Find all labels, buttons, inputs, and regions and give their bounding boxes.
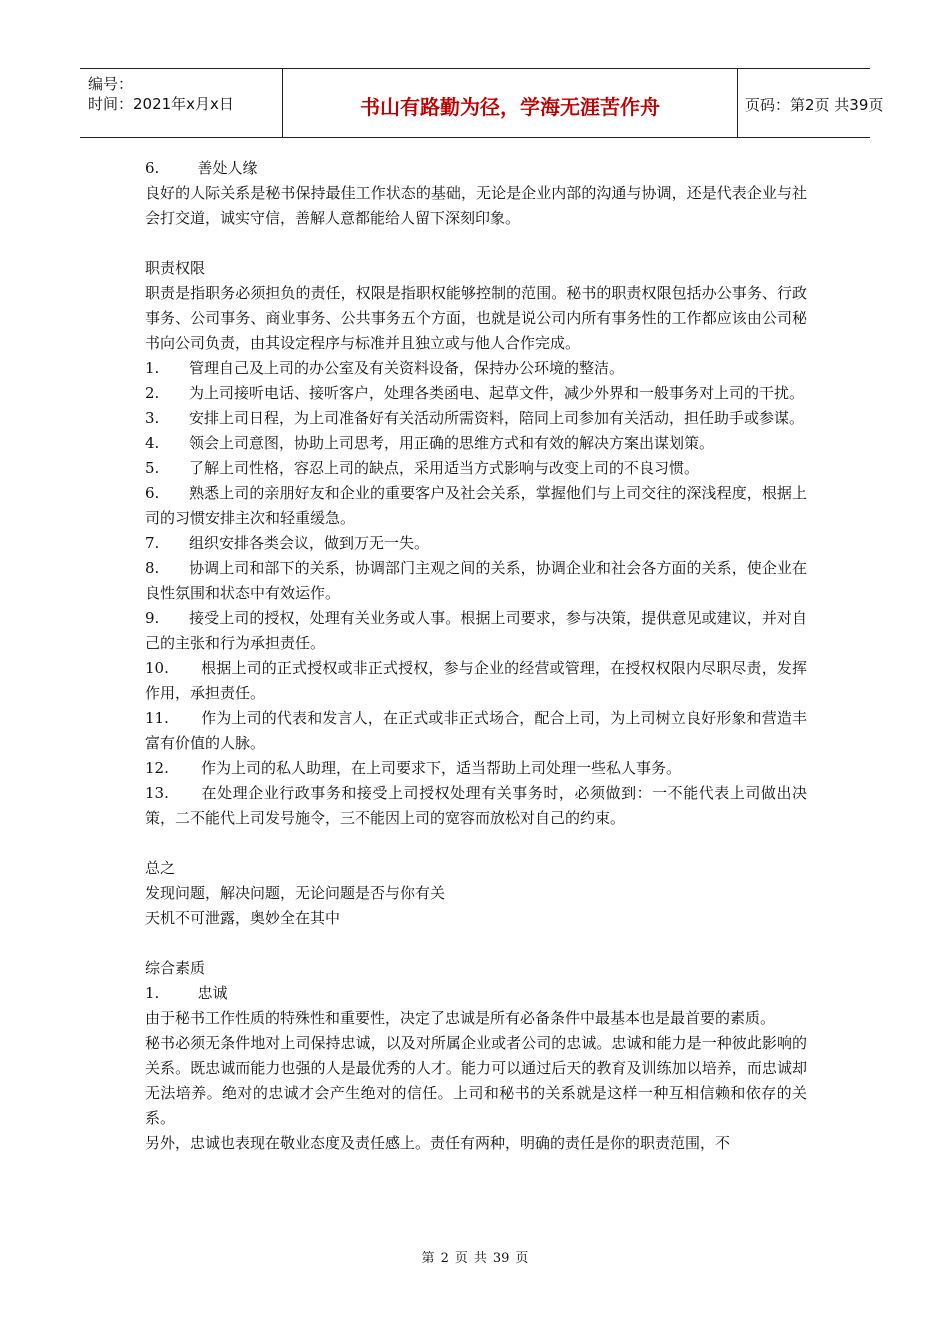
duty-item — [145, 531, 807, 556]
duty-list — [145, 356, 807, 831]
footer-text: 页 — [515, 1251, 529, 1266]
duty-item-number: 5. — [145, 459, 160, 477]
duty-item-text: 为上司接听电话、接听客户，处理各类函电、起草文件，减少外界和一般事务对上司的干扰。 — [189, 384, 805, 402]
duty-item — [145, 781, 807, 831]
footer-text: 共 — [473, 1251, 487, 1266]
duty-item — [145, 656, 807, 706]
duty-item-number: 2. — [145, 384, 160, 402]
footer-total-pages: 39 — [492, 1251, 510, 1266]
section-heading: 总之 — [145, 859, 176, 877]
duty-item — [145, 556, 807, 606]
footer-page-number: 2 — [440, 1251, 449, 1266]
footer-text: 页 — [454, 1251, 468, 1266]
page-number-label: 页码：第2页 共39页 — [745, 96, 884, 114]
duty-item-number: 3. — [145, 409, 160, 427]
duty-item-number: 11. — [145, 709, 169, 727]
header-motto-cell — [282, 69, 738, 137]
duty-item-number: 8. — [145, 559, 160, 577]
header-info-cell — [80, 69, 282, 137]
duty-item-text: 在处理企业行政事务和接受上司授权处理有关事务时，必须做到：一不能代表上司做出决策，二不能代上司发号施令，三不能因上司的宽容而放松对自己的约束。 — [145, 784, 807, 827]
paragraph: 由于秘书工作性质的特殊性和重要性，决定了忠诚是所有必备条件中最基本也是最首要的素质。 — [145, 1009, 776, 1027]
page-footer — [0, 1247, 950, 1266]
duty-item-text: 安排上司日程，为上司准备好有关活动所需资料，陪同上司参加有关活动，担任助手或参谋。 — [189, 409, 805, 427]
footer-text: 第 — [421, 1251, 435, 1266]
paragraph: 秘书必须无条件地对上司保持忠诚，以及对所属企业或者公司的忠诚。忠诚和能力是一种彼此影响的关系。既忠诚而能力也强的人是最优秀的人才。能力可以通过后天的教育及训练加以培养，而忠诚却无法培养。绝对的忠诚才会产生绝对的信任。上司和秘书的关系就是这样一种互相信赖和依存的关系。 — [145, 1034, 807, 1127]
document-body — [145, 156, 807, 1156]
paragraph: 职责是指职务必须担负的责任，权限是指职权能够控制的范围。秘书的职责权限包括办公事务、行政事务、公司事务、商业事务、公共事务五个方面，也就是说公司内所有事务性的工作都应该由公司秘书向公司负责，由其设定程序与标准并且独立或与他人合作完成。 — [145, 284, 807, 352]
date-label: 时间：2021年x月x日 — [88, 95, 234, 113]
duty-item-text: 组织安排各类会议，做到万无一失。 — [189, 534, 430, 552]
duty-item — [145, 481, 807, 531]
duty-item — [145, 381, 807, 406]
duty-item-text: 了解上司性格，容忍上司的缺点，采用适当方式影响与改变上司的不良习惯。 — [189, 459, 700, 477]
duty-item-text: 根据上司的正式授权或非正式授权，参与企业的经营或管理，在授权权限内尽职尽责，发挥作用，承担责任。 — [145, 659, 807, 702]
motto-text: 书山有路勤为径，学海无涯苦作舟 — [360, 95, 660, 119]
header-page-cell — [737, 69, 884, 137]
duty-item — [145, 756, 807, 781]
duty-item — [145, 406, 807, 431]
duty-item-text: 协调上司和部下的关系，协调部门主观之间的关系，协调企业和社会各方面的关系，使企业在良性氛围和状态中有效运作。 — [145, 559, 807, 602]
duty-item — [145, 456, 807, 481]
duty-item-number: 1. — [145, 359, 160, 377]
duty-item-text: 作为上司的私人助理，在上司要求下，适当帮助上司处理一些私人事务。 — [201, 759, 682, 777]
duty-item-number: 4. — [145, 434, 160, 452]
duty-item-text: 领会上司意图，协助上司思考，用正确的思维方式和有效的解决方案出谋划策。 — [189, 434, 715, 452]
duty-item — [145, 706, 807, 756]
section-heading: 6. 善处人缘 — [145, 159, 258, 177]
page-header — [80, 68, 884, 138]
duty-item-number: 7. — [145, 534, 160, 552]
duty-item — [145, 606, 807, 656]
paragraph: 另外，忠诚也表现在敬业态度及责任感上。责任有两种，明确的责任是你的职责范围，不 — [145, 1134, 731, 1152]
duty-item — [145, 356, 807, 381]
duty-item-text: 管理自己及上司的办公室及有关资料设备，保持办公环境的整洁。 — [189, 359, 625, 377]
duty-item-number: 10. — [145, 659, 169, 677]
section-heading: 职责权限 — [145, 259, 206, 277]
text-line: 发现问题，解决问题，无论问题是否与你有关 — [145, 884, 446, 902]
doc-number-label: 编号： — [88, 75, 134, 93]
duty-item-number: 12. — [145, 759, 169, 777]
duty-item-number: 9. — [145, 609, 160, 627]
duty-item-number: 6. — [145, 484, 160, 502]
text-line: 天机不可泄露，奥妙全在其中 — [145, 909, 341, 927]
paragraph: 良好的人际关系是秘书保持最佳工作状态的基础，无论是企业内部的沟通与协调，还是代表企业与社会打交道，诚实守信，善解人意都能给人留下深刻印象。 — [145, 184, 807, 227]
duty-item — [145, 431, 807, 456]
duty-item-text: 熟悉上司的亲朋好友和企业的重要客户及社会关系，掌握他们与上司交往的深浅程度，根据上司的习惯安排主次和轻重缓急。 — [145, 484, 807, 527]
duty-item-number: 13. — [145, 784, 169, 802]
sub-heading: 1. 忠诚 — [145, 984, 228, 1002]
duty-item-text: 接受上司的授权，处理有关业务或人事。根据上司要求，参与决策，提供意见或建议，并对自己的主张和行为承担责任。 — [145, 609, 807, 652]
section-heading: 综合素质 — [145, 959, 206, 977]
duty-item-text: 作为上司的代表和发言人，在正式或非正式场合，配合上司，为上司树立良好形象和营造丰富有价值的人脉。 — [145, 709, 807, 752]
